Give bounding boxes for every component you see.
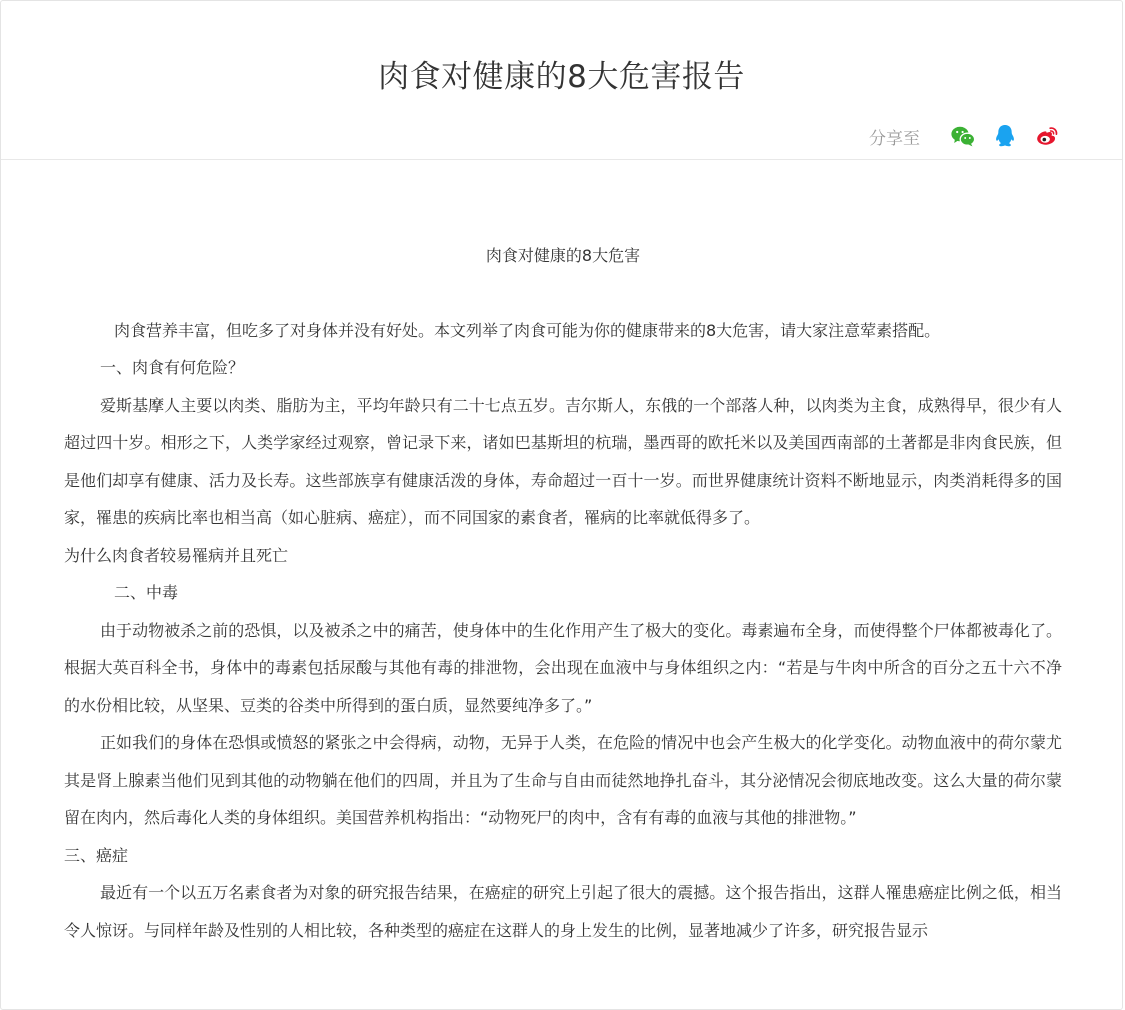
paragraph: 正如我们的身体在恐惧或愤怒的紧张之中会得病，动物，无异于人类，在危险的情况中也会产生极大的化学变化。动物血液中的荷尔蒙尤其是肾上腺素当他们见到其他的动物躺在他们的四周，并且为了生命与自由而徒然地挣扎奋斗，其分泌情况会彻底地改变。这么大量的荷尔蒙留在肉内，然后毒化人类的身体组织。美国营养机构指出：“动物死尸的肉中，含有有毒的血液与其他的排泄物。” xyxy=(64,733,1062,827)
section-heading-3: 三、癌症 xyxy=(64,845,129,865)
article-header xyxy=(1,1,1122,160)
wechat-icon[interactable] xyxy=(950,123,976,149)
article-subtitle: 肉食对健康的8大危害 xyxy=(485,246,641,265)
paragraph: 最近有一个以五万名素食者为对象的研究报告结果，在癌症的研究上引起了很大的震撼。这个报告指出，这群人罹患癌症比例之低，相当令人惊讶。与同样年龄及性别的人相比较，各种类型的癌症在这群人的身上发生的比例，显著地减少了许多，研究报告显示 xyxy=(64,883,1062,940)
weibo-icon[interactable] xyxy=(1034,123,1060,149)
paragraph-intro: 肉食营养丰富，但吃多了对身体并没有好处。本文列举了肉食可能为你的健康带来的8大危害，请大家注意荤素搭配。 xyxy=(114,320,941,340)
section-heading-1: 一、肉食有何危险？ xyxy=(100,358,245,377)
qq-icon[interactable] xyxy=(992,123,1018,149)
share-bar xyxy=(869,122,1060,150)
article-body xyxy=(64,237,1062,949)
paragraph: 爱斯基摩人主要以肉类、脂肪为主，平均年龄只有二十七点五岁。吉尔斯人，东俄的一个部落人种，以肉类为主食，成熟得早，很少有人超过四十岁。相形之下，人类学家经过观察，曾记录下来，诸如巴基斯坦的杭瑞，墨西哥的欧托米以及美国西南部的土著都是非肉食民族，但是他们却享有健康、活力及长寿。这些部族享有健康活泼的身体，寿命超过一百十一岁。而世界健康统计资料不断地显示，肉类消耗得多的国家，罹患的疾病比率也相当高（如心脏病、癌症），而不同国家的素食者，罹病的比率就低得多了。 xyxy=(64,395,1062,527)
page-title: 肉食对健康的8大危害报告 xyxy=(378,59,745,95)
section-subheading: 为什么肉食者较易罹病并且死亡 xyxy=(64,545,289,565)
paragraph: 由于动物被杀之前的恐惧，以及被杀之中的痛苦，使身体中的生化作用产生了极大的变化。毒素遍布全身，而使得整个尸体都被毒化了。根据大英百科全书，身体中的毒素包括尿酸与其他有毒的排泄物，会出现在血液中与身体组织之内：“若是与牛肉中所含的百分之五十六不净的水份相比较，从坚果、豆类的谷类中所得到的蛋白质，显然要纯净多了。” xyxy=(64,620,1062,715)
section-heading-2: 二、中毒 xyxy=(114,583,179,602)
share-label: 分享至 xyxy=(869,128,920,149)
